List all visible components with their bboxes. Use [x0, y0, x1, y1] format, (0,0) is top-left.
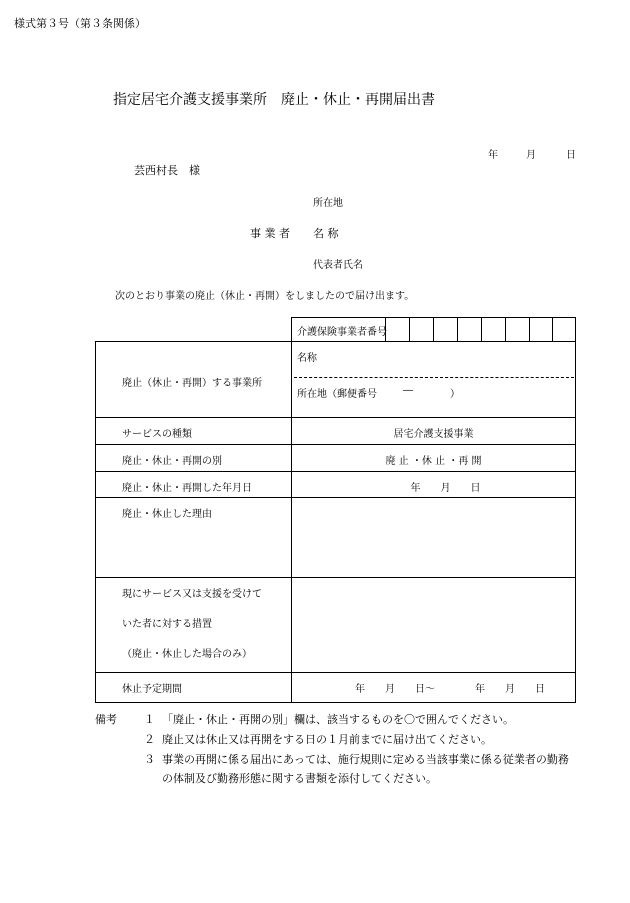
- measures-label-line3: （廃止・休止した場合のみ）: [122, 649, 252, 660]
- suspension-period-label: 休止予定期間: [122, 684, 182, 695]
- notes-label: 備考: [95, 713, 117, 726]
- reason-label: 廃止・休止した理由: [122, 509, 212, 520]
- note-number: ３: [144, 753, 155, 766]
- table-border: [95, 341, 576, 342]
- table-border: [457, 317, 458, 341]
- table-border: [95, 444, 576, 445]
- postal-close: ）: [450, 389, 460, 400]
- table-border: [481, 317, 482, 341]
- office-name-label: 名称: [297, 353, 317, 364]
- suspension-period-value: 年 月 日～ 年 月 日: [355, 684, 545, 695]
- insurance-number-label: 介護保険事業者番号: [297, 327, 387, 338]
- table-border: [505, 317, 506, 341]
- table-border: [95, 417, 576, 418]
- form-number: 様式第３号（第３条関係）: [14, 17, 146, 30]
- table-border: [291, 317, 292, 341]
- dashed-divider: [294, 377, 574, 378]
- table-border: [291, 341, 292, 703]
- table-border: [95, 577, 576, 578]
- measures-label-line1: 現にサービス又は支援を受けて: [122, 589, 262, 600]
- note-number: ２: [144, 733, 155, 746]
- table-border: [552, 317, 553, 341]
- table-border: [95, 497, 576, 498]
- action-type-options: 廃 止 ・休 止 ・再 開: [385, 456, 482, 467]
- table-border: [529, 317, 530, 341]
- table-border: [95, 471, 576, 472]
- note-number: １: [144, 713, 155, 726]
- intro-text: 次のとおり事業の廃止（休止・再開）をしましたので届け出ます。: [115, 291, 415, 302]
- applicant-address-label: 所在地: [313, 198, 343, 209]
- page-title: 指定居宅介護支援事業所 廃止・休止・再開届出書: [113, 92, 435, 108]
- date-day-label: 日: [566, 150, 576, 161]
- addressee: 芸西村長 様: [134, 164, 200, 177]
- applicant-name-label: 名 称: [313, 227, 339, 240]
- action-date-value: 年 月 日: [410, 483, 481, 494]
- date-month-label: 月: [526, 150, 536, 161]
- date-year-label: 年: [488, 150, 498, 161]
- applicant-business-label: 事 業 者: [250, 227, 290, 240]
- table-border: [95, 702, 576, 703]
- table-border: [409, 317, 410, 341]
- note-text-continued: の体制及び勤務形態に関する書類を添付してください。: [162, 772, 437, 785]
- office-address-label: 所在地（郵便番号: [297, 389, 377, 400]
- table-border: [95, 341, 96, 703]
- table-border: [433, 317, 434, 341]
- note-text: 「廃止・休止・再開の別」欄は、該当するものを〇で囲んでください。: [162, 713, 514, 726]
- measures-label-line2: いた者に対する措置: [122, 619, 212, 630]
- applicant-rep-label: 代表者氏名: [313, 260, 363, 271]
- note-text: 事業の再開に係る届出にあっては、施行規則に定める当該事業に係る従業者の勤務: [162, 753, 569, 766]
- office-label: 廃止（休止・再開）する事業所: [122, 378, 262, 389]
- action-type-label: 廃止・休止・再開の別: [122, 456, 222, 467]
- service-type-label: サービスの種類: [122, 429, 192, 440]
- table-border: [575, 317, 576, 703]
- service-type-value: 居宅介護支援事業: [393, 429, 474, 440]
- note-text: 廃止又は休止又は再開をする日の１月前までに届け出てください。: [162, 733, 492, 746]
- action-date-label: 廃止・休止・再開した年月日: [122, 483, 252, 494]
- postal-separator: ―: [403, 385, 413, 396]
- table-border: [95, 672, 576, 673]
